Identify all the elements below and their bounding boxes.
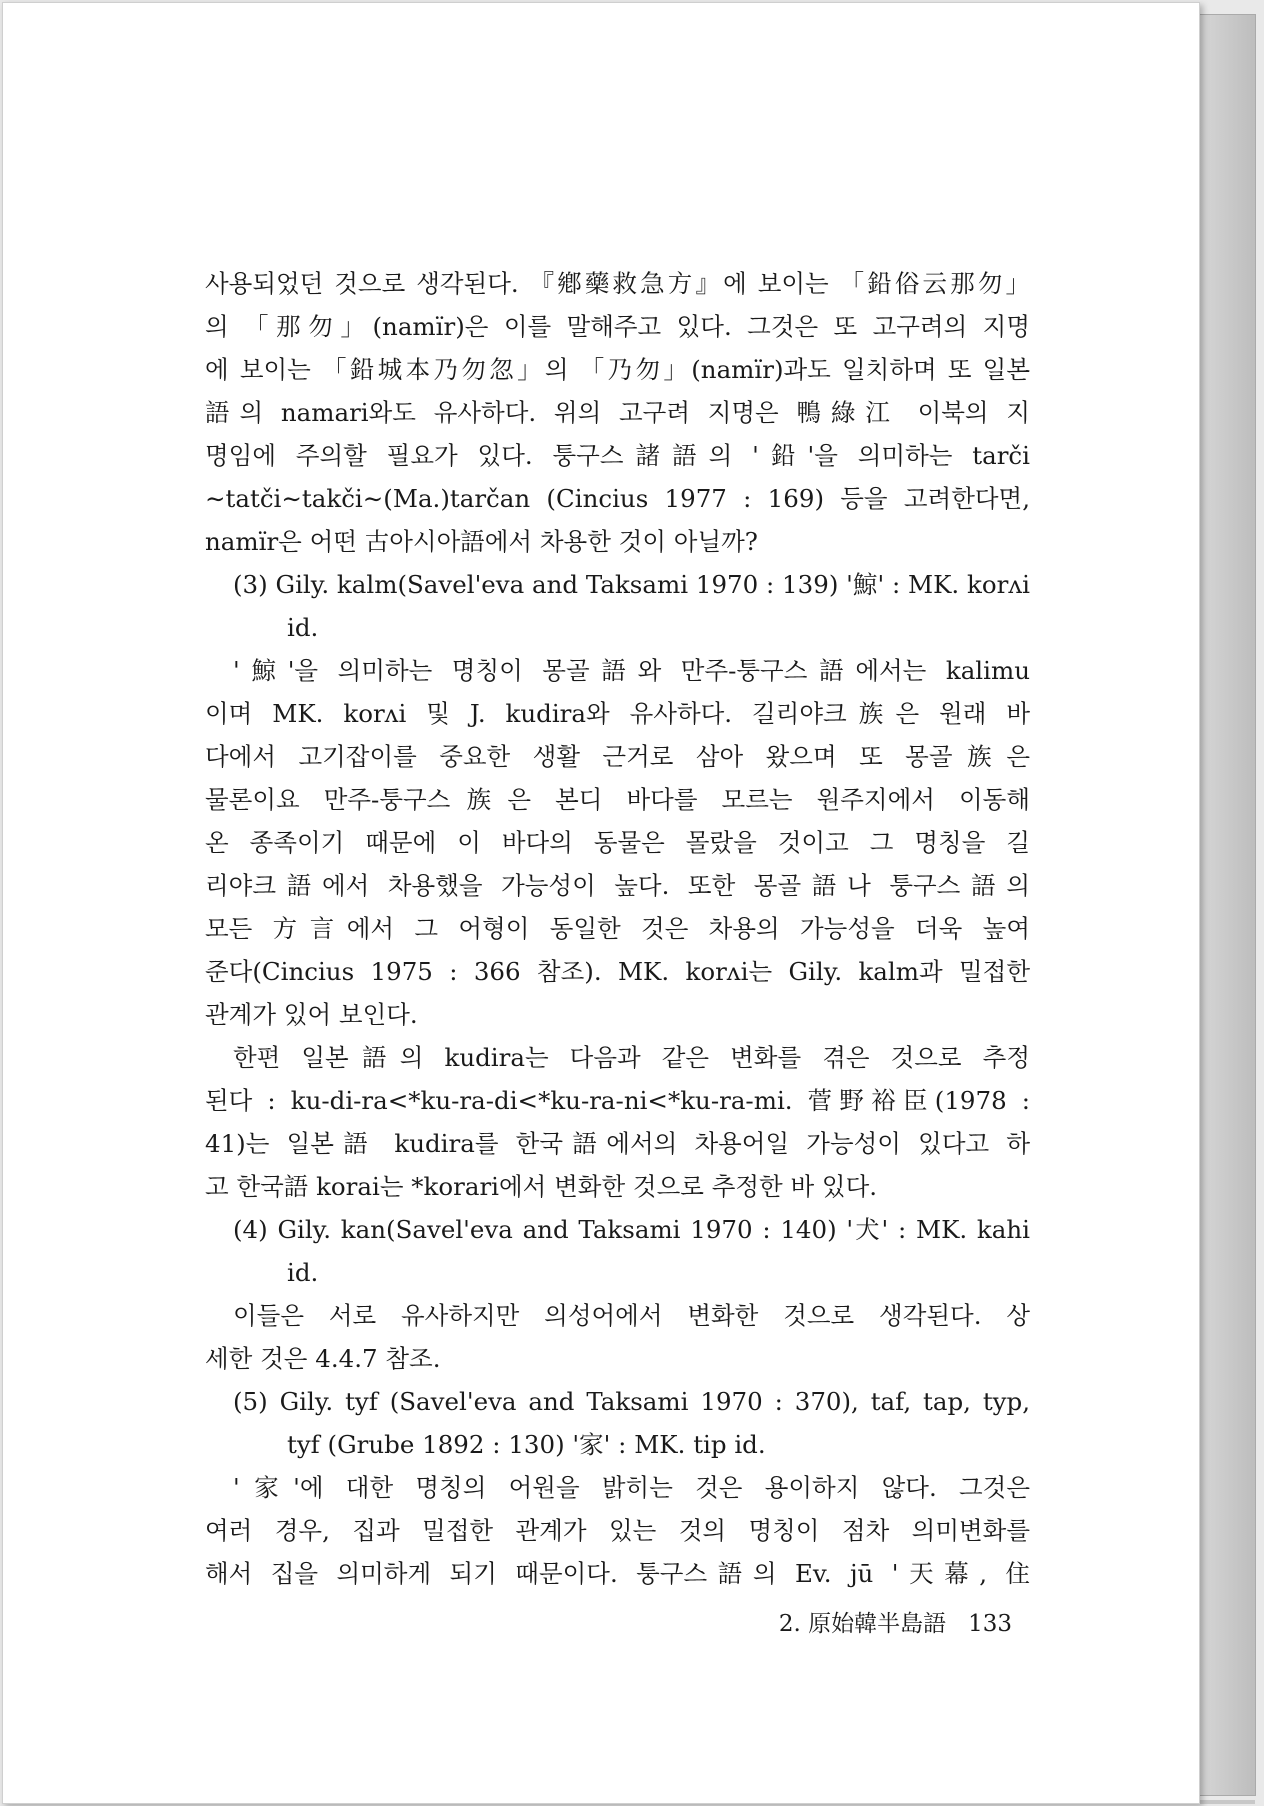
text-line-19: 한편 일본語의 kudira는 다음과 같은 변화를 겪은 것으로 추정: [233, 1043, 1030, 1072]
page-footer: [762, 1605, 1012, 1638]
text-line-21: 41)는 일본語 kudira를 한국語에서의 차용어일 가능성이 있다고 하: [205, 1129, 1030, 1158]
text-line-29: '家'에 대한 명칭의 어원을 밝히는 것은 용이하지 않다. 그것은: [233, 1473, 1030, 1502]
example-4-line-2: id.: [287, 1258, 319, 1287]
text-line-16: 모든 方言에서 그 어형이 동일한 것은 차용의 가능성을 더욱 높여: [205, 914, 1030, 943]
text-line-2: 의 「那勿」(namïr)은 이를 말해주고 있다. 그것은 또 고구려의 지명: [205, 312, 1030, 341]
text-line-18: 관계가 있어 보인다.: [205, 1000, 418, 1029]
text-line-3: 에 보이는 「鉛城本乃勿忽」의 「乃勿」(namïr)과도 일치하며 또 일본: [205, 355, 1030, 384]
text-line-17: 준다(Cincius 1975 : 366 참조). MK. korʌi는 Gily. kalm과 밀접한: [205, 957, 1030, 986]
page-number: 133: [968, 1611, 1012, 1637]
text-line-4: 語의 namari와도 유사하다. 위의 고구려 지명은 鴨綠江 이북의 지: [205, 398, 1030, 427]
page-body: [205, 262, 1030, 1595]
running-head: 2. 原始韓半島語: [778, 1611, 947, 1637]
text-line-12: 다에서 고기잡이를 중요한 생활 근거로 삼아 왔으며 또 몽골族은: [205, 742, 1030, 771]
page-edge: [1199, 14, 1256, 1796]
text-line-1: 사용되었던 것으로 생각된다. 『鄕藥救急方』에 보이는 「鉛俗云那勿」: [205, 269, 1030, 298]
text-line-15: 리야크語에서 차용했을 가능성이 높다. 또한 몽골語나 퉁구스語의: [205, 871, 1030, 900]
text-line-26: 세한 것은 4.4.7 참조.: [205, 1344, 441, 1373]
text-line-11: 이며 MK. korʌi 및 J. kudira와 유사하다. 길리야크族은 원래 바: [205, 699, 1030, 728]
example-3-line-2: id.: [287, 613, 319, 642]
example-4-line-1: (4) Gily. kan(Savel'eva and Taksami 1970 : 140) '犬' : MK. kahi: [233, 1215, 1030, 1244]
text-line-25: 이들은 서로 유사하지만 의성어에서 변화한 것으로 생각된다. 상: [233, 1301, 1030, 1330]
text-line-30: 여러 경우, 집과 밀접한 관계가 있는 것의 명칭이 점차 의미변화를: [205, 1516, 1030, 1545]
text-line-20: 된다 : ku-di-ra<*ku-ra-di<*ku-ra-ni<*ku-ra-mi. 菅野裕臣(1978 :: [205, 1086, 1030, 1115]
text-line-7: namïr은 어떤 古아시아語에서 차용한 것이 아닐까?: [205, 527, 758, 556]
text-line-6: ∼tatči∼takči∼(Ma.)tarčan (Cincius 1977 : 169) 등을 고려한다면,: [205, 484, 1030, 513]
text-line-10: '鯨'을 의미하는 명칭이 몽골語와 만주-퉁구스語에서는 kalimu: [233, 656, 1030, 685]
example-3-line-1: (3) Gily. kalm(Savel'eva and Taksami 1970 : 139) '鯨' : MK. korʌi: [233, 570, 1030, 599]
text-line-14: 온 종족이기 때문에 이 바다의 동물은 몰랐을 것이고 그 명칭을 길: [205, 828, 1030, 857]
example-5-line-1: (5) Gily. tyf (Savel'eva and Taksami 1970 : 370), taf, tap, typ,: [233, 1387, 1030, 1416]
text-line-5: 명임에 주의할 필요가 있다. 퉁구스諸語의 '鉛'을 의미하는 tarči: [205, 441, 1030, 470]
text-line-22: 고 한국語 korai는 *korari에서 변화한 것으로 추정한 바 있다.: [205, 1172, 878, 1201]
example-5-line-2: tyf (Grube 1892 : 130) '家' : MK. tip id.: [287, 1430, 766, 1459]
text-line-13: 물론이요 만주-퉁구스族은 본디 바다를 모르는 원주지에서 이동해: [205, 785, 1030, 814]
text-line-31: 해서 집을 의미하게 되기 때문이다. 퉁구스語의 Ev. jū '天幕, 住: [205, 1559, 1030, 1588]
